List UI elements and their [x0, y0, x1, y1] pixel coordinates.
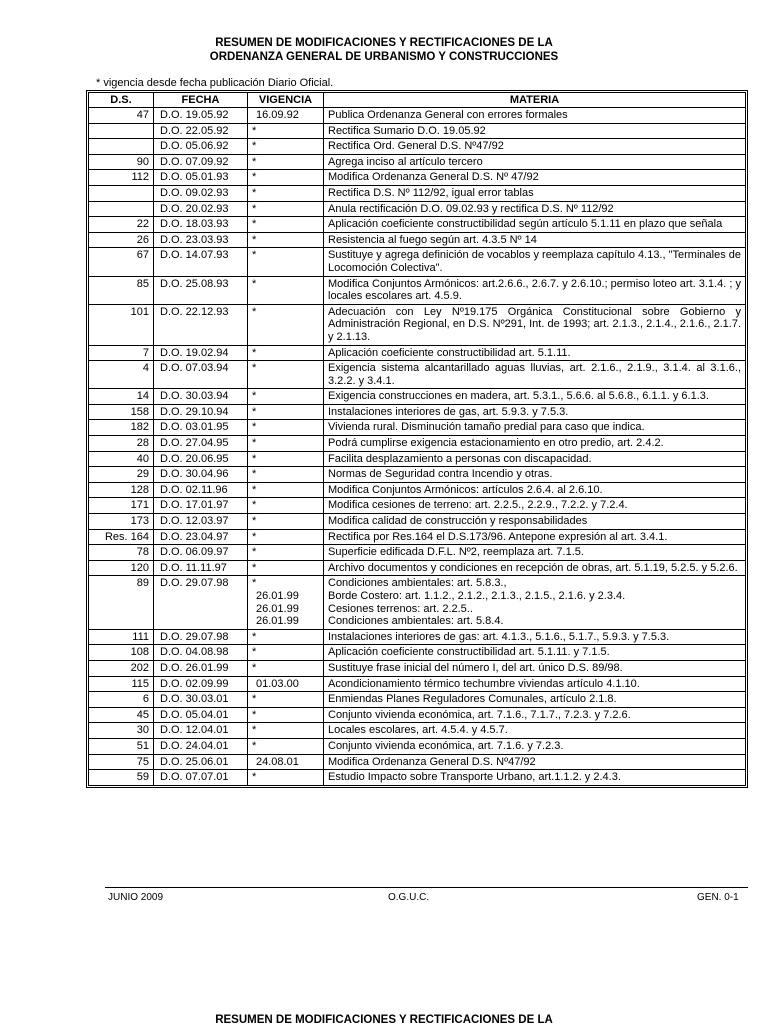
- table-row: [89, 529, 746, 545]
- cell-materia: [324, 707, 746, 723]
- cell-vigencia: [248, 170, 324, 186]
- cell-materia: [324, 514, 746, 530]
- cell-fecha: D.O. 11.11.97: [154, 560, 248, 576]
- cell-materia: [324, 436, 746, 452]
- materia-text: Publica Ordenanza General con errores formales: [328, 109, 568, 121]
- materia-text: Modifica cesiones de terreno: art. 2.2.5., 2.2.9., 7.2.2. y 7.2.4.: [328, 499, 628, 512]
- cell-fecha: D.O. 07.09.92: [154, 154, 248, 170]
- table-row: [89, 139, 746, 155]
- cell-materia: [324, 304, 746, 345]
- cell-ds: 89: [89, 576, 154, 629]
- cell-materia: [324, 170, 746, 186]
- vigencia-value: *: [252, 218, 257, 231]
- cell-ds: 171: [89, 498, 154, 514]
- cell-ds: 26: [89, 232, 154, 248]
- cell-fecha: D.O. 06.09.97: [154, 545, 248, 561]
- materia-text: Aplicación coeficiente constructibilidad art. 5.1.11.: [328, 346, 571, 359]
- cell-materia: [324, 345, 746, 361]
- cell-vigencia: [248, 276, 324, 304]
- column-header-ds: D.S.: [89, 93, 154, 108]
- vigencia-note: * vigencia desde fecha publicación Diario Oficial.: [96, 77, 334, 89]
- materia-text: Aplicación coeficiente constructibilidad art. 5.1.11. y 7.1.5.: [328, 646, 610, 659]
- cell-vigencia: [248, 514, 324, 530]
- cell-ds: 6: [89, 692, 154, 708]
- vigencia-value: *: [252, 233, 257, 246]
- document-title: [0, 36, 768, 64]
- table-row: [89, 560, 746, 576]
- footer-page: GEN. 0-1: [697, 892, 739, 903]
- column-header-vigencia: VIGENCIA: [248, 93, 324, 108]
- vigencia-value: 16.09.92: [256, 109, 299, 121]
- materia-text: Rectifica Sumario D.O. 19.05.92: [328, 124, 486, 137]
- vigencia-value: *: [252, 708, 257, 721]
- cell-ds: 78: [89, 545, 154, 561]
- cell-materia: [324, 139, 746, 155]
- table-row: [89, 676, 746, 692]
- vigencia-value: *: [252, 202, 257, 215]
- table-row: [89, 185, 746, 201]
- cell-fecha: D.O. 23.03.93: [154, 232, 248, 248]
- materia-text: Podrá cumplirse exigencia estacionamiento en otro predio, art. 2.4.2.: [328, 437, 664, 450]
- vigencia-value: *: [252, 124, 257, 137]
- cell-vigencia: [248, 676, 324, 692]
- cell-ds: 108: [89, 645, 154, 661]
- table-row: [89, 576, 746, 629]
- cell-vigencia: [248, 498, 324, 514]
- next-page-title: RESUMEN DE MODIFICACIONES Y RECTIFICACIONES DE LA: [215, 1014, 553, 1026]
- cell-fecha: D.O. 20.06.95: [154, 451, 248, 467]
- cell-materia: [324, 467, 746, 483]
- materia-text: Modifica Conjuntos Armónicos: artículos 2.6.4. al 2.6.10.: [328, 483, 603, 496]
- cell-materia: [324, 754, 746, 770]
- cell-materia: [324, 645, 746, 661]
- cell-ds: [89, 139, 154, 155]
- table-row: [89, 629, 746, 645]
- table-row: [89, 276, 746, 304]
- vigencia-value: *: [252, 155, 257, 168]
- table-row: [89, 361, 746, 389]
- table-row: [89, 123, 746, 139]
- cell-materia: [324, 692, 746, 708]
- cell-ds: [89, 123, 154, 139]
- cell-materia: [324, 529, 746, 545]
- cell-ds: 85: [89, 276, 154, 304]
- cell-materia: [324, 361, 746, 389]
- cell-fecha: D.O. 19.02.94: [154, 345, 248, 361]
- table-row: [89, 170, 746, 186]
- column-header-fecha: FECHA: [154, 93, 248, 108]
- cell-materia: [324, 248, 746, 276]
- cell-ds: 40: [89, 451, 154, 467]
- cell-materia: [324, 629, 746, 645]
- cell-ds: 28: [89, 436, 154, 452]
- vigencia-value: *: [252, 577, 257, 590]
- table-row: [89, 545, 746, 561]
- table-row: [89, 738, 746, 754]
- vigencia-value: *: [252, 171, 257, 184]
- vigencia-value: *: [252, 739, 257, 752]
- materia-text: Rectifica D.S. Nº 112/92, igual error tablas: [328, 186, 534, 199]
- cell-ds: 67: [89, 248, 154, 276]
- vigencia-value: 24.08.01: [256, 755, 299, 768]
- materia-text: Enmiendas Planes Reguladores Comunales, artículo 2.1.8.: [328, 693, 617, 706]
- materia-text: Exigencia construcciones en madera, art. 5.3.1., 5.6.6. al 5.6.8., 6.1.1. y 6.1.3.: [328, 390, 709, 403]
- cell-fecha: D.O. 29.10.94: [154, 404, 248, 420]
- cell-vigencia: [248, 560, 324, 576]
- cell-fecha: D.O. 24.04.01: [154, 738, 248, 754]
- table-row: [89, 514, 746, 530]
- vigencia-value: *: [252, 499, 257, 512]
- cell-fecha: D.O. 12.03.97: [154, 514, 248, 530]
- cell-materia: [324, 660, 746, 676]
- cell-ds: 112: [89, 170, 154, 186]
- cell-fecha: D.O. 29.07.98: [154, 629, 248, 645]
- cell-vigencia: [248, 529, 324, 545]
- footer-divider: [105, 887, 748, 888]
- table-row: [89, 304, 746, 345]
- vigencia-value: *: [252, 452, 257, 465]
- cell-fecha: D.O. 09.02.93: [154, 185, 248, 201]
- materia-text: Instalaciones interiores de gas, art. 5.9.3. y 7.5.3.: [328, 405, 569, 418]
- table-row: [89, 482, 746, 498]
- materia-text: Modifica Ordenanza General D.S. Nº 47/92: [328, 171, 539, 184]
- cell-ds: 101: [89, 304, 154, 345]
- cell-vigencia: [248, 154, 324, 170]
- cell-fecha: D.O. 05.04.01: [154, 707, 248, 723]
- materia-text: Conjunto vivienda económica, art. 7.1.6., 7.1.7., 7.2.3. y 7.2.6.: [328, 708, 631, 721]
- cell-fecha: D.O. 25.08.93: [154, 276, 248, 304]
- cell-ds: 182: [89, 420, 154, 436]
- materia-text: Locales escolares, art. 4.5.4. y 4.5.7.: [328, 724, 508, 737]
- materia-text: Facilita desplazamiento a personas con discapacidad.: [328, 452, 592, 465]
- table-row: [89, 217, 746, 233]
- cell-materia: [324, 154, 746, 170]
- cell-ds: 14: [89, 389, 154, 405]
- cell-vigencia: [248, 304, 324, 345]
- vigencia-value: *: [252, 468, 257, 481]
- cell-fecha: D.O. 02.09.99: [154, 676, 248, 692]
- vigencia-value: *: [252, 405, 257, 418]
- cell-materia: [324, 420, 746, 436]
- cell-materia: [324, 451, 746, 467]
- cell-vigencia: [248, 754, 324, 770]
- cell-materia: [324, 576, 746, 629]
- vigencia-value: *: [252, 546, 257, 559]
- cell-materia: [324, 108, 746, 124]
- cell-vigencia: [248, 436, 324, 452]
- cell-vigencia: [248, 482, 324, 498]
- materia-text: Cesiones terrenos: art. 2.2.5..: [328, 602, 473, 615]
- cell-ds: 111: [89, 629, 154, 645]
- cell-materia: [324, 217, 746, 233]
- cell-vigencia: [248, 707, 324, 723]
- table-row: [89, 345, 746, 361]
- cell-materia: [324, 770, 746, 786]
- cell-materia: [324, 545, 746, 561]
- materia-text: Modifica Conjuntos Armónicos: art.2.6.6., 2.6.7. y 2.6.10.; permiso loteo art. 3.1.4. ; y locales escolares art. 4.5.9.: [328, 277, 741, 303]
- cell-fecha: D.O. 05.01.93: [154, 170, 248, 186]
- materia-text: Exigencia sistema alcantarillado aguas lluvias, art. 2.1.6., 2.1.9., 3.1.4. al 3.1.6., 3.2.2. y 3.4.1.: [328, 362, 741, 387]
- materia-text: Rectifica por Res.164 el D.S.173/96. Antepone expresión al art. 3.4.1.: [328, 530, 668, 543]
- vigencia-value: *: [252, 421, 257, 434]
- cell-vigencia: [248, 185, 324, 201]
- cell-fecha: D.O. 25.06.01: [154, 754, 248, 770]
- cell-ds: 120: [89, 560, 154, 576]
- cell-vigencia: [248, 201, 324, 217]
- cell-fecha: D.O. 12.04.01: [154, 723, 248, 739]
- modifications-table-frame: [86, 90, 748, 788]
- cell-fecha: D.O. 17.01.97: [154, 498, 248, 514]
- vigencia-value: 26.01.99: [256, 602, 299, 615]
- table-row: [89, 723, 746, 739]
- vigencia-value: *: [252, 515, 257, 528]
- cell-ds: Res. 164: [89, 529, 154, 545]
- cell-ds: 173: [89, 514, 154, 530]
- cell-vigencia: [248, 217, 324, 233]
- vigencia-value: *: [252, 646, 257, 659]
- cell-fecha: D.O. 30.04.96: [154, 467, 248, 483]
- cell-fecha: D.O. 07.03.94: [154, 361, 248, 389]
- vigencia-value: *: [252, 771, 257, 784]
- cell-materia: [324, 232, 746, 248]
- cell-vigencia: [248, 738, 324, 754]
- materia-text: Normas de Seguridad contra Incendio y otras.: [328, 468, 553, 481]
- cell-materia: [324, 723, 746, 739]
- cell-materia: [324, 404, 746, 420]
- materia-text: Acondicionamiento térmico techumbre viviendas artículo 4.1.10.: [328, 677, 640, 690]
- table-row: [89, 660, 746, 676]
- cell-ds: 30: [89, 723, 154, 739]
- table-row: [89, 404, 746, 420]
- cell-fecha: D.O. 20.02.93: [154, 201, 248, 217]
- table-row: [89, 754, 746, 770]
- vigencia-value: *: [252, 277, 257, 290]
- vigencia-value: *: [252, 437, 257, 450]
- modifications-table: [88, 92, 746, 786]
- table-row: [89, 770, 746, 786]
- cell-fecha: D.O. 26.01.99: [154, 660, 248, 676]
- cell-vigencia: [248, 345, 324, 361]
- materia-text: Aplicación coeficiente constructibilidad según artículo 5.1.11 en plazo que señala: [328, 218, 723, 231]
- cell-ds: 4: [89, 361, 154, 389]
- cell-vigencia: [248, 139, 324, 155]
- cell-ds: 90: [89, 154, 154, 170]
- cell-ds: [89, 201, 154, 217]
- title-line-1: RESUMEN DE MODIFICACIONES Y RECTIFICACIONES DE LA: [215, 37, 553, 49]
- materia-text: Conjunto vivienda económica, art. 7.1.6. y 7.2.3.: [328, 739, 564, 752]
- cell-vigencia: [248, 629, 324, 645]
- materia-text: Agrega inciso al artículo tercero: [328, 155, 483, 168]
- vigencia-value: *: [252, 249, 257, 262]
- cell-ds: 115: [89, 676, 154, 692]
- table-row: [89, 692, 746, 708]
- table-row: [89, 645, 746, 661]
- materia-text: Resistencia al fuego según art. 4.3.5 Nº 14: [328, 233, 537, 246]
- cell-fecha: D.O. 30.03.01: [154, 692, 248, 708]
- vigencia-value: *: [252, 305, 257, 318]
- table-header-row: [89, 93, 746, 108]
- cell-ds: 22: [89, 217, 154, 233]
- vigencia-value: *: [252, 693, 257, 706]
- cell-materia: [324, 123, 746, 139]
- cell-vigencia: [248, 467, 324, 483]
- table-row: [89, 467, 746, 483]
- materia-text: Sustituye y agrega definición de vocablos y reemplaza capítulo 4.13., "Terminales de Locomoción Colectiva".: [328, 249, 741, 274]
- cell-vigencia: [248, 361, 324, 389]
- cell-ds: [89, 185, 154, 201]
- materia-text: Sustituye frase inicial del número I, del art. único D.S. 89/98.: [328, 661, 623, 674]
- cell-vigencia: [248, 389, 324, 405]
- cell-ds: 29: [89, 467, 154, 483]
- table-row: [89, 498, 746, 514]
- vigencia-value: 26.01.99: [256, 590, 299, 602]
- title-line-2: ORDENANZA GENERAL DE URBANISMO Y CONSTRUCCIONES: [209, 51, 559, 63]
- cell-vigencia: [248, 451, 324, 467]
- materia-text: Condiciones ambientales: art. 5.8.3.,: [328, 577, 507, 590]
- table-row: [89, 201, 746, 217]
- materia-text: Vivienda rural. Disminución tamaño predial para caso que indica.: [328, 421, 645, 434]
- cell-materia: [324, 276, 746, 304]
- cell-fecha: D.O. 02.11.96: [154, 482, 248, 498]
- materia-text: Instalaciones interiores de gas: art. 4.1.3., 5.1.6., 5.1.7., 5.9.3. y 7.5.3.: [328, 630, 670, 643]
- cell-materia: [324, 482, 746, 498]
- materia-text: Estudio Impacto sobre Transporte Urbano, art.1.1.2. y 2.4.3.: [328, 771, 621, 784]
- cell-materia: [324, 738, 746, 754]
- cell-fecha: D.O. 07.07.01: [154, 770, 248, 786]
- cell-ds: 75: [89, 754, 154, 770]
- materia-text: Condiciones ambientales: art. 5.8.4.: [328, 615, 504, 628]
- cell-fecha: D.O. 05.06.92: [154, 139, 248, 155]
- cell-ds: 202: [89, 660, 154, 676]
- cell-vigencia: [248, 232, 324, 248]
- table-row: [89, 420, 746, 436]
- table-row: [89, 436, 746, 452]
- table-row: [89, 154, 746, 170]
- cell-fecha: D.O. 30.03.94: [154, 389, 248, 405]
- vigencia-value: *: [252, 724, 257, 737]
- cell-ds: 7: [89, 345, 154, 361]
- cell-vigencia: [248, 420, 324, 436]
- cell-ds: 128: [89, 482, 154, 498]
- vigencia-value: 01.03.00: [256, 677, 299, 690]
- cell-vigencia: [248, 108, 324, 124]
- materia-text: Anula rectificación D.O. 09.02.93 y rectifica D.S. Nº 112/92: [328, 202, 614, 215]
- footer-date: JUNIO 2009: [108, 892, 164, 903]
- vigencia-value: *: [252, 530, 257, 543]
- cell-ds: 51: [89, 738, 154, 754]
- cell-vigencia: [248, 770, 324, 786]
- cell-materia: [324, 389, 746, 405]
- materia-text: Borde Costero: art. 1.1.2., 2.1.2., 2.1.3., 2.1.5., 2.1.6. y 2.3.4.: [328, 590, 626, 602]
- cell-vigencia: [248, 645, 324, 661]
- cell-ds: 158: [89, 404, 154, 420]
- table-row: [89, 108, 746, 124]
- vigencia-value: *: [252, 661, 257, 674]
- cell-fecha: D.O. 03.01.95: [154, 420, 248, 436]
- cell-vigencia: [248, 248, 324, 276]
- table-body: [89, 108, 746, 786]
- vigencia-value: *: [252, 362, 257, 375]
- vigencia-value: *: [252, 140, 257, 153]
- cell-vigencia: [248, 692, 324, 708]
- vigencia-value: 26.01.99: [256, 615, 299, 628]
- cell-fecha: D.O. 23.04.97: [154, 529, 248, 545]
- cell-fecha: D.O. 18.03.93: [154, 217, 248, 233]
- materia-text: Adecuación con Ley Nº19.175 Orgánica Constitucional sobre Gobierno y Administración Regional, en D.S. Nº291, Int. de 1993; art. 2.1.3., 2.1.4., 2.1.6., 2.1.7. y 2.1.13.: [328, 305, 741, 343]
- cell-ds: 47: [89, 108, 154, 124]
- table-row: [89, 248, 746, 276]
- materia-text: Modifica Ordenanza General D.S. Nº47/92: [328, 755, 536, 768]
- cell-fecha: D.O. 22.05.92: [154, 123, 248, 139]
- table-row: [89, 232, 746, 248]
- vigencia-value: *: [252, 630, 257, 643]
- cell-materia: [324, 560, 746, 576]
- materia-text: Modifica calidad de construcción y responsabilidades: [328, 515, 588, 528]
- cell-vigencia: [248, 723, 324, 739]
- cell-ds: 45: [89, 707, 154, 723]
- cell-vigencia: [248, 545, 324, 561]
- vigencia-value: *: [252, 186, 257, 199]
- vigencia-value: *: [252, 483, 257, 496]
- table-row: [89, 389, 746, 405]
- footer-code: O.G.U.C.: [388, 892, 430, 903]
- table-row: [89, 451, 746, 467]
- cell-fecha: D.O. 19.05.92: [154, 108, 248, 124]
- cell-vigencia: [248, 404, 324, 420]
- cell-fecha: D.O. 14.07.93: [154, 248, 248, 276]
- cell-vigencia: [248, 660, 324, 676]
- cell-materia: [324, 676, 746, 692]
- cell-materia: [324, 185, 746, 201]
- column-header-materia: MATERIA: [324, 93, 746, 108]
- cell-materia: [324, 201, 746, 217]
- materia-text: Archivo documentos y condiciones en recepción de obras, art. 5.1.19, 5.2.5. y 5.2.6.: [328, 561, 738, 574]
- cell-fecha: D.O. 27.04.95: [154, 436, 248, 452]
- materia-text: Superficie edificada D.F.L. Nº2, reemplaza art. 7.1.5.: [328, 546, 584, 559]
- cell-fecha: D.O. 22.12.93: [154, 304, 248, 345]
- table-row: [89, 707, 746, 723]
- vigencia-value: *: [252, 390, 257, 403]
- materia-text: Rectifica Ord. General D.S. Nº47/92: [328, 140, 504, 153]
- vigencia-value: *: [252, 346, 257, 359]
- cell-materia: [324, 498, 746, 514]
- cell-vigencia: [248, 576, 324, 629]
- cell-vigencia: [248, 123, 324, 139]
- vigencia-value: *: [252, 561, 257, 574]
- cell-fecha: D.O. 04.08.98: [154, 645, 248, 661]
- cell-ds: 59: [89, 770, 154, 786]
- cell-fecha: D.O. 29.07.98: [154, 576, 248, 629]
